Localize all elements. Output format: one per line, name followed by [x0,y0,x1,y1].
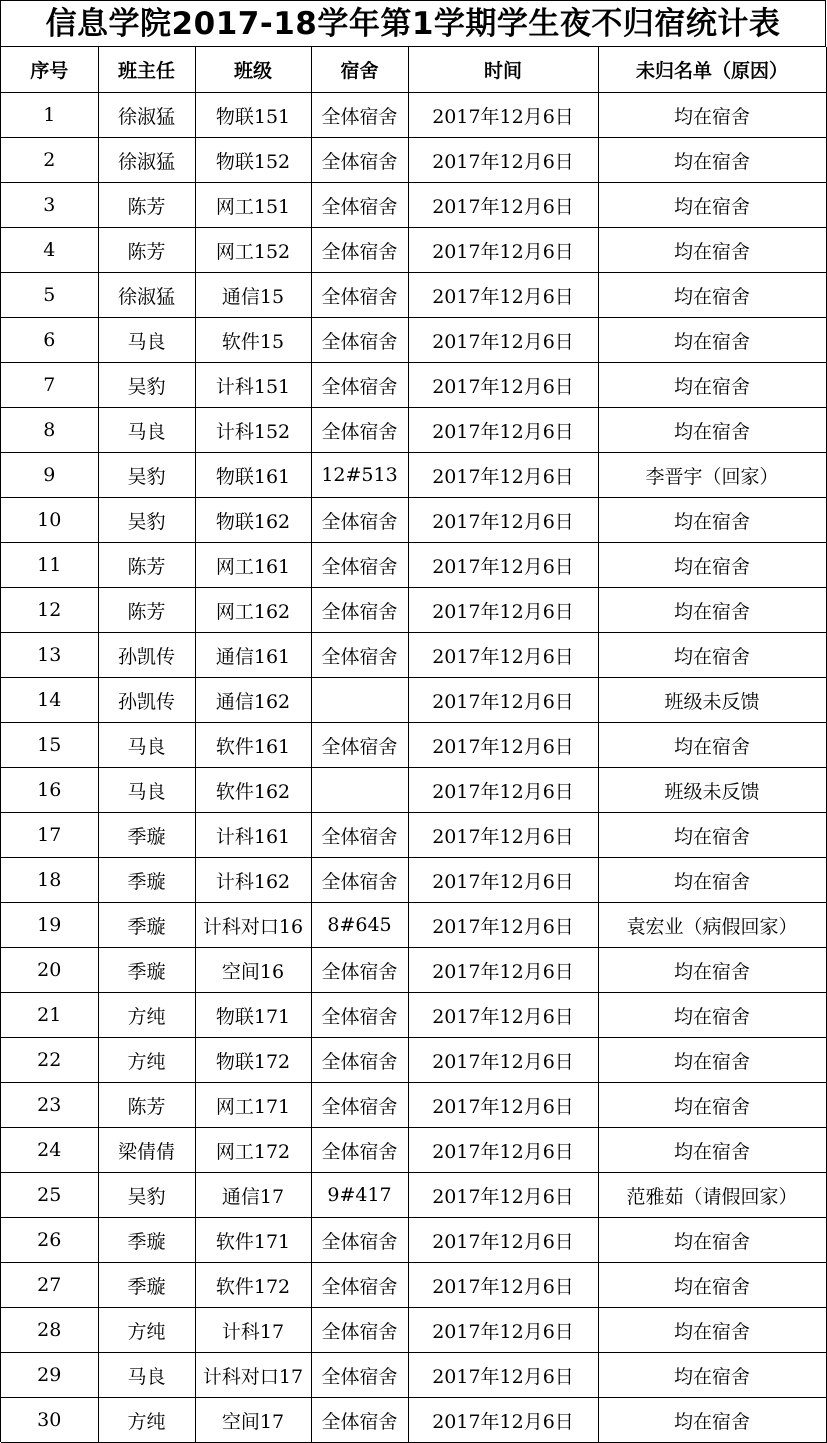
cell-index: 22 [1,1038,98,1083]
cell-time: 2017年12月6日 [408,1218,598,1263]
table-row [1,993,826,1038]
cell-teacher: 徐淑猛 [98,138,195,183]
cell-dorm: 全体宿舍 [311,993,408,1038]
cell-index: 29 [1,1353,98,1398]
cell-time: 2017年12月6日 [408,993,598,1038]
cell-class: 软件15 [195,318,311,363]
cell-dorm: 12#513 [311,453,408,498]
cell-dorm [311,678,408,723]
cell-teacher: 陈芳 [98,183,195,228]
cell-index: 4 [1,228,98,273]
cell-class: 物联152 [195,138,311,183]
cell-index: 17 [1,813,98,858]
cell-absent-list: 均在宿舍 [598,543,826,588]
cell-class: 网工151 [195,183,311,228]
cell-dorm: 全体宿舍 [311,543,408,588]
cell-time: 2017年12月6日 [408,93,598,138]
cell-class: 计科17 [195,1308,311,1353]
cell-dorm [311,768,408,813]
cell-teacher: 徐淑猛 [98,273,195,318]
cell-absent-list: 均在宿舍 [598,228,826,273]
table-row [1,138,826,183]
cell-index: 9 [1,453,98,498]
cell-index: 26 [1,1218,98,1263]
cell-class: 软件161 [195,723,311,768]
cell-index: 11 [1,543,98,588]
header-row [1,47,826,93]
cell-time: 2017年12月6日 [408,1083,598,1128]
cell-absent-list: 均在宿舍 [598,273,826,318]
cell-time: 2017年12月6日 [408,543,598,588]
cell-class: 软件172 [195,1263,311,1308]
cell-dorm: 全体宿舍 [311,318,408,363]
cell-teacher: 季璇 [98,1218,195,1263]
cell-time: 2017年12月6日 [408,678,598,723]
cell-time: 2017年12月6日 [408,1128,598,1173]
cell-class: 计科162 [195,858,311,903]
cell-index: 23 [1,1083,98,1128]
cell-absent-list: 均在宿舍 [598,408,826,453]
cell-class: 网工172 [195,1128,311,1173]
table-row [1,723,826,768]
table-row [1,318,826,363]
header-teacher: 班主任 [98,47,195,93]
cell-teacher: 陈芳 [98,1083,195,1128]
cell-teacher: 方纯 [98,1308,195,1353]
table-row [1,588,826,633]
cell-teacher: 方纯 [98,1038,195,1083]
cell-absent-list: 均在宿舍 [598,1308,826,1353]
cell-class: 通信162 [195,678,311,723]
cell-teacher: 马良 [98,318,195,363]
table-row [1,183,826,228]
cell-absent-list: 均在宿舍 [598,1083,826,1128]
cell-teacher: 陈芳 [98,543,195,588]
cell-class: 计科161 [195,813,311,858]
sheet-title: 信息学院2017-18学年第1学期学生夜不归宿统计表 [1,1,826,47]
cell-index: 2 [1,138,98,183]
cell-teacher: 孙凯传 [98,633,195,678]
cell-class: 空间17 [195,1398,311,1443]
cell-absent-list: 均在宿舍 [598,138,826,183]
cell-teacher: 马良 [98,723,195,768]
cell-teacher: 陈芳 [98,228,195,273]
cell-teacher: 孙凯传 [98,678,195,723]
table-row [1,93,826,138]
table-row [1,1128,826,1173]
table-row [1,273,826,318]
cell-absent-list: 均在宿舍 [598,1038,826,1083]
cell-teacher: 季璇 [98,813,195,858]
cell-class: 物联162 [195,498,311,543]
cell-index: 30 [1,1398,98,1443]
cell-index: 24 [1,1128,98,1173]
cell-time: 2017年12月6日 [408,273,598,318]
cell-time: 2017年12月6日 [408,498,598,543]
table-row [1,948,826,993]
table-row [1,813,826,858]
cell-class: 空间16 [195,948,311,993]
cell-absent-list: 均在宿舍 [598,1218,826,1263]
cell-dorm: 全体宿舍 [311,633,408,678]
table-row [1,1398,826,1443]
cell-teacher: 季璇 [98,1263,195,1308]
cell-index: 25 [1,1173,98,1218]
cell-absent-list: 均在宿舍 [598,633,826,678]
cell-index: 3 [1,183,98,228]
cell-dorm: 全体宿舍 [311,93,408,138]
cell-index: 16 [1,768,98,813]
table-row [1,408,826,453]
cell-dorm: 全体宿舍 [311,1218,408,1263]
cell-class: 通信15 [195,273,311,318]
cell-time: 2017年12月6日 [408,453,598,498]
cell-teacher: 吴豹 [98,1173,195,1218]
cell-time: 2017年12月6日 [408,723,598,768]
cell-dorm: 全体宿舍 [311,363,408,408]
cell-index: 20 [1,948,98,993]
cell-teacher: 季璇 [98,903,195,948]
cell-time: 2017年12月6日 [408,903,598,948]
cell-teacher: 梁倩倩 [98,1128,195,1173]
table-row [1,1263,826,1308]
cell-dorm: 全体宿舍 [311,858,408,903]
cell-class: 软件171 [195,1218,311,1263]
table-row [1,768,826,813]
cell-time: 2017年12月6日 [408,408,598,453]
table-row [1,363,826,408]
cell-dorm: 全体宿舍 [311,498,408,543]
table-row [1,858,826,903]
cell-absent-list: 均在宿舍 [598,363,826,408]
cell-time: 2017年12月6日 [408,588,598,633]
cell-time: 2017年12月6日 [408,138,598,183]
cell-time: 2017年12月6日 [408,228,598,273]
cell-absent-list: 均在宿舍 [598,93,826,138]
cell-class: 计科151 [195,363,311,408]
table-row [1,543,826,588]
cell-absent-list: 范雅茹（请假回家） [598,1173,826,1218]
cell-index: 27 [1,1263,98,1308]
cell-index: 19 [1,903,98,948]
cell-class: 计科152 [195,408,311,453]
cell-index: 21 [1,993,98,1038]
cell-time: 2017年12月6日 [408,948,598,993]
cell-time: 2017年12月6日 [408,1038,598,1083]
cell-index: 7 [1,363,98,408]
cell-absent-list: 均在宿舍 [598,498,826,543]
cell-dorm: 全体宿舍 [311,723,408,768]
cell-dorm: 全体宿舍 [311,948,408,993]
table-row [1,1218,826,1263]
cell-teacher: 马良 [98,1353,195,1398]
cell-absent-list: 均在宿舍 [598,1353,826,1398]
cell-time: 2017年12月6日 [408,1173,598,1218]
cell-time: 2017年12月6日 [408,1263,598,1308]
cell-absent-list: 均在宿舍 [598,813,826,858]
cell-dorm: 全体宿舍 [311,273,408,318]
cell-absent-list: 均在宿舍 [598,948,826,993]
cell-class: 物联171 [195,993,311,1038]
table-row [1,1173,826,1218]
cell-class: 网工161 [195,543,311,588]
cell-time: 2017年12月6日 [408,363,598,408]
cell-time: 2017年12月6日 [408,858,598,903]
cell-absent-list: 均在宿舍 [598,1128,826,1173]
cell-absent-list: 均在宿舍 [598,858,826,903]
cell-class: 软件162 [195,768,311,813]
cell-class: 物联161 [195,453,311,498]
cell-dorm: 全体宿舍 [311,228,408,273]
cell-class: 通信161 [195,633,311,678]
cell-dorm: 全体宿舍 [311,813,408,858]
cell-class: 计科对口16 [195,903,311,948]
cell-time: 2017年12月6日 [408,183,598,228]
cell-teacher: 马良 [98,768,195,813]
cell-index: 18 [1,858,98,903]
cell-class: 网工162 [195,588,311,633]
cell-dorm: 全体宿舍 [311,1308,408,1353]
table-body [1,93,826,1443]
cell-dorm: 全体宿舍 [311,1083,408,1128]
cell-time: 2017年12月6日 [408,1398,598,1443]
cell-absent-list: 李晋宇（回家） [598,453,826,498]
cell-index: 15 [1,723,98,768]
cell-time: 2017年12月6日 [408,768,598,813]
table-row [1,1083,826,1128]
cell-teacher: 吴豹 [98,498,195,543]
cell-teacher: 季璇 [98,858,195,903]
header-class: 班级 [195,47,311,93]
table-row [1,228,826,273]
table-row [1,498,826,543]
cell-index: 5 [1,273,98,318]
cell-dorm: 全体宿舍 [311,183,408,228]
cell-index: 10 [1,498,98,543]
cell-absent-list: 班级未反馈 [598,678,826,723]
cell-time: 2017年12月6日 [408,1308,598,1353]
statistics-table [1,47,827,1443]
cell-absent-list: 均在宿舍 [598,993,826,1038]
header-time: 时间 [408,47,598,93]
table-row [1,903,826,948]
cell-teacher: 方纯 [98,1398,195,1443]
table-row [1,1353,826,1398]
cell-index: 6 [1,318,98,363]
cell-class: 物联151 [195,93,311,138]
cell-class: 网工171 [195,1083,311,1128]
cell-absent-list: 均在宿舍 [598,1263,826,1308]
cell-index: 28 [1,1308,98,1353]
cell-dorm: 全体宿舍 [311,1038,408,1083]
cell-time: 2017年12月6日 [408,318,598,363]
cell-index: 14 [1,678,98,723]
cell-absent-list: 均在宿舍 [598,588,826,633]
cell-time: 2017年12月6日 [408,633,598,678]
cell-absent-list: 均在宿舍 [598,183,826,228]
cell-dorm: 9#417 [311,1173,408,1218]
cell-absent-list: 均在宿舍 [598,318,826,363]
cell-absent-list: 均在宿舍 [598,1398,826,1443]
cell-index: 12 [1,588,98,633]
cell-teacher: 吴豹 [98,363,195,408]
table-row [1,453,826,498]
cell-dorm: 全体宿舍 [311,1128,408,1173]
cell-dorm: 全体宿舍 [311,588,408,633]
cell-index: 13 [1,633,98,678]
cell-dorm: 全体宿舍 [311,138,408,183]
cell-teacher: 陈芳 [98,588,195,633]
cell-time: 2017年12月6日 [408,1353,598,1398]
cell-time: 2017年12月6日 [408,813,598,858]
header-index: 序号 [1,47,98,93]
table-row [1,1038,826,1083]
cell-absent-list: 均在宿舍 [598,723,826,768]
header-dorm: 宿舍 [311,47,408,93]
cell-dorm: 全体宿舍 [311,1263,408,1308]
cell-teacher: 吴豹 [98,453,195,498]
cell-dorm: 全体宿舍 [311,1353,408,1398]
cell-dorm: 8#645 [311,903,408,948]
table-row [1,633,826,678]
cell-dorm: 全体宿舍 [311,1398,408,1443]
cell-class: 物联172 [195,1038,311,1083]
cell-teacher: 马良 [98,408,195,453]
table-row [1,678,826,723]
cell-teacher: 方纯 [98,993,195,1038]
cell-class: 计科对口17 [195,1353,311,1398]
table-row [1,1308,826,1353]
cell-teacher: 徐淑猛 [98,93,195,138]
cell-absent-list: 袁宏业（病假回家） [598,903,826,948]
cell-absent-list: 班级未反馈 [598,768,826,813]
cell-index: 1 [1,93,98,138]
header-absent-list: 未归名单（原因） [598,47,826,93]
cell-index: 8 [1,408,98,453]
cell-dorm: 全体宿舍 [311,408,408,453]
cell-class: 网工152 [195,228,311,273]
cell-teacher: 季璇 [98,948,195,993]
cell-class: 通信17 [195,1173,311,1218]
